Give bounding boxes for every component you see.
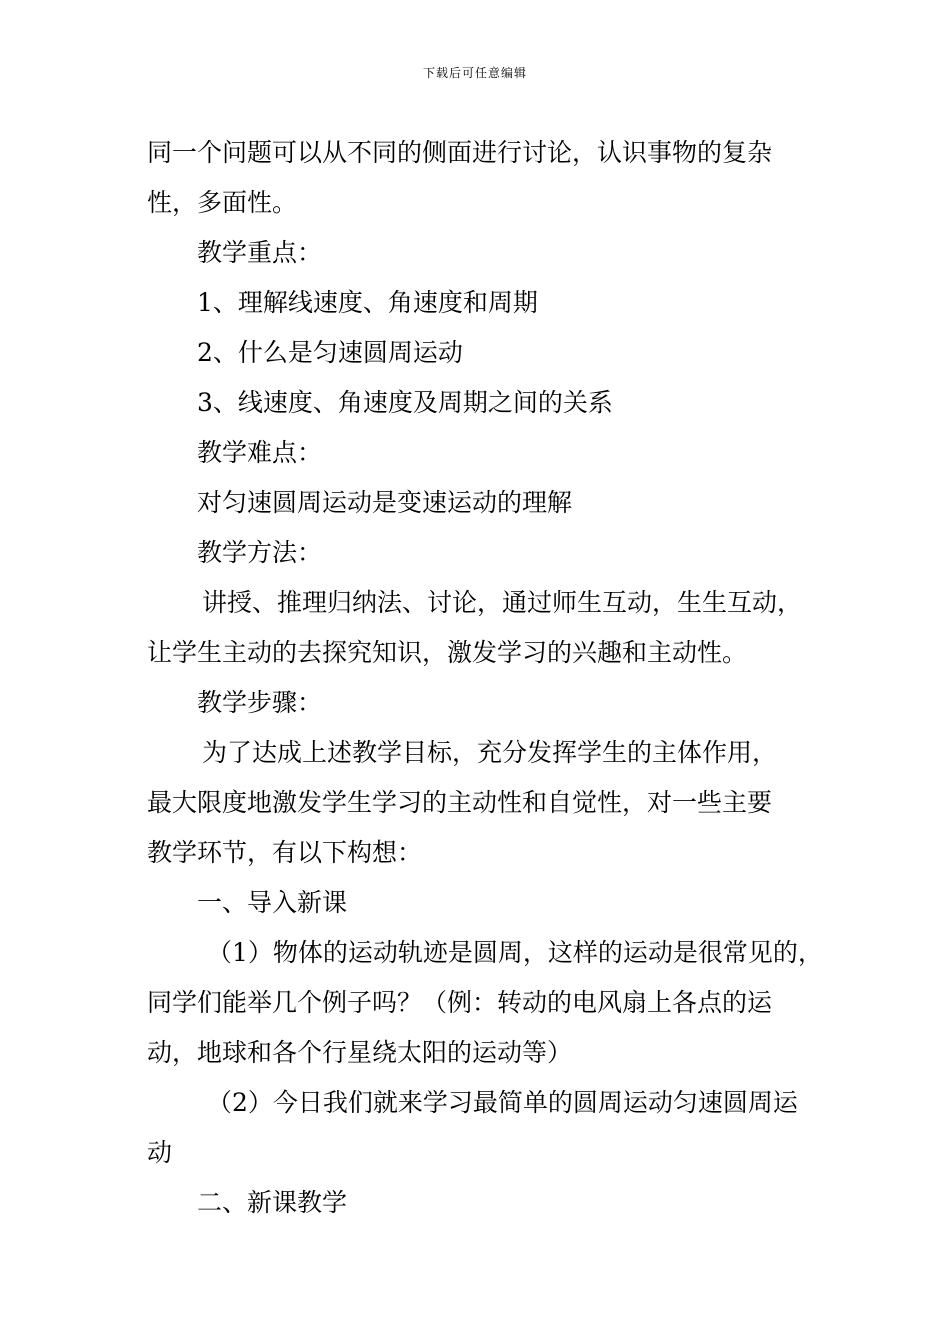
list-item: 2、什么是匀速圆周运动 [197, 338, 463, 367]
text-line: （1）物体的运动轨迹是圆周，这样的运动是很常见的， [207, 938, 823, 967]
text-line: 最大限度地激发学生学习的主动性和自觉性，对一些主要 [147, 788, 773, 817]
section-heading: 一、导入新课 [197, 888, 348, 917]
text-line: 性，多面性。 [147, 188, 298, 217]
document-body [147, 128, 823, 1228]
text-line: 同学们能举几个例子吗？（例：转动的电风扇上各点的运 [147, 988, 773, 1017]
text-line: 动 [147, 1138, 173, 1167]
text-line: 教学环节，有以下构想： [147, 838, 423, 867]
list-item: 3、线速度、角速度及周期之间的关系 [197, 388, 613, 417]
list-item: 1、理解线速度、角速度和周期 [197, 288, 538, 317]
page-header: 下载后可任意编辑 [422, 66, 527, 80]
section-heading: 教学重点： [197, 238, 323, 267]
section-heading: 教学步骤： [197, 688, 323, 717]
section-heading: 教学难点： [197, 438, 323, 467]
text-line: 对匀速圆周运动是变速运动的理解 [197, 488, 573, 517]
text-line: （2）今日我们就来学习最简单的圆周运动匀速圆周运 [207, 1088, 798, 1117]
text-line: 动，地球和各个行星绕太阳的运动等） [147, 1038, 573, 1067]
text-line: 为了达成上述教学目标，充分发挥学生的主体作用， [202, 738, 778, 767]
text-line: 讲授、推理归纳法、讨论，通过师生互动，生生互动， [202, 588, 803, 617]
section-heading: 二、新课教学 [197, 1188, 348, 1217]
text-line: 让学生主动的去探究知识，激发学习的兴趣和主动性。 [147, 638, 748, 667]
section-heading: 教学方法： [197, 538, 323, 567]
text-line: 同一个问题可以从不同的侧面进行讨论，认识事物的复杂 [147, 138, 773, 167]
